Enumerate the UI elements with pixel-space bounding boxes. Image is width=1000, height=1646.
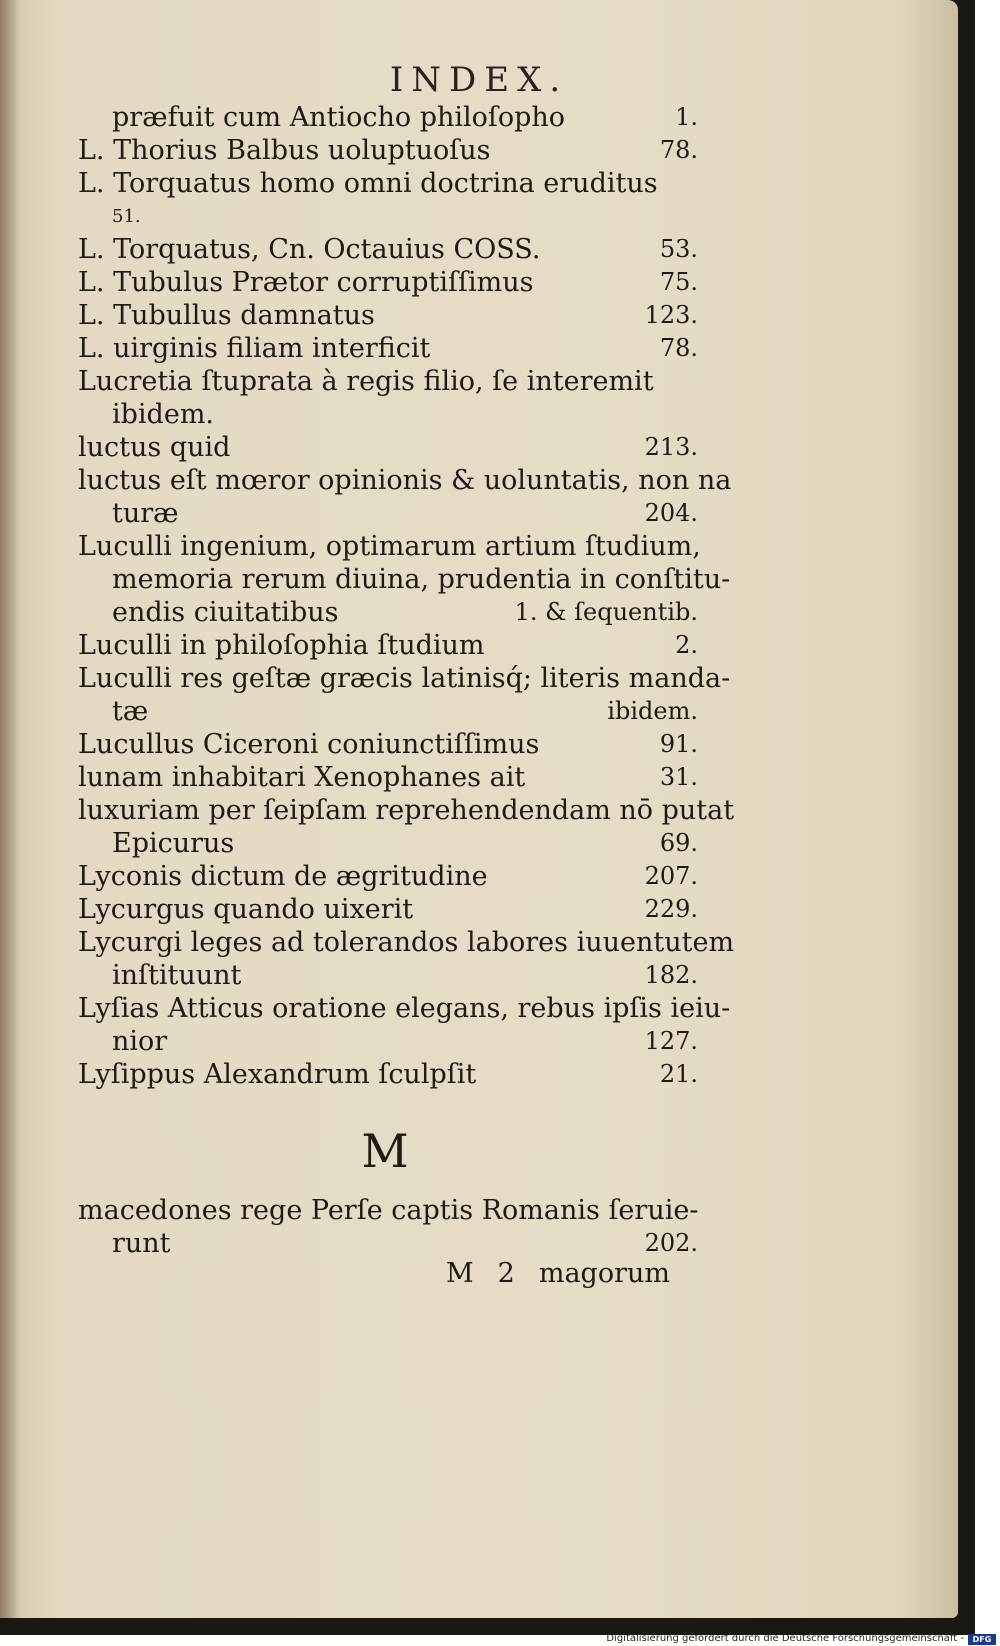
entry-text: Lucretia ſtuprata à regis filio, ſe interemit — [78, 366, 654, 397]
entry-page: 75. — [659, 268, 698, 296]
entry-page: 1. & ſequentib. — [514, 598, 698, 626]
index-entry — [78, 926, 735, 959]
entry-text: Lyſias Atticus oratione elegans, rebus ipſis ieiu- — [78, 993, 731, 1024]
index-entry — [78, 761, 698, 794]
index-entry — [78, 1058, 698, 1091]
index-entry — [78, 827, 698, 860]
entry-text: Lycurgus quando uixerit — [78, 894, 414, 925]
entry-text: Lycurgi leges ad tolerandos labores iuuentutem — [78, 927, 735, 958]
index-entry — [78, 563, 731, 596]
entry-text: præfuit cum Antiocho philoſopho — [112, 102, 566, 133]
entry-text: luctus eſt mœror opinionis & uoluntatis, non na — [78, 465, 732, 496]
index-entry — [78, 1194, 698, 1227]
entry-page: 31. — [659, 763, 698, 791]
entry-text: Epicurus — [112, 828, 235, 859]
footer-credit: Digitalisierung gefördert durch die Deutsche Forschungsgemeinschaft - — [606, 1633, 964, 1644]
entry-text: Lyconis dictum de ægritudine — [78, 861, 488, 892]
entry-text: L. Tubullus damnatus — [78, 300, 375, 331]
entry-text: turæ — [112, 498, 179, 529]
index-entries-l — [78, 101, 735, 1091]
entry-page: 21. — [659, 1060, 698, 1088]
index-entry — [78, 101, 698, 134]
entry-text: L. Tubulus Prætor corruptiſſimus — [78, 267, 534, 298]
section-heading-m: M — [361, 1124, 409, 1178]
entry-text: Lyſippus Alexandrum ſculpſit — [78, 1059, 477, 1090]
entry-page: 127. — [644, 1027, 698, 1055]
index-entry — [78, 398, 698, 431]
index-entries-m — [78, 1194, 698, 1260]
index-entry — [78, 596, 698, 629]
index-entry — [78, 629, 698, 662]
entry-text: ibidem. — [112, 399, 215, 430]
entry-text: L. uirginis filiam interficit — [78, 333, 431, 364]
entry-text: Luculli res geſtæ græcis latinisq́; literis manda- — [78, 663, 731, 694]
index-entry — [78, 431, 698, 464]
index-entry — [78, 530, 701, 563]
index-entry — [78, 992, 731, 1025]
index-entry — [78, 1025, 698, 1058]
entry-text: L. Thorius Balbus uoluptuoſus — [78, 135, 491, 166]
index-entry — [78, 134, 698, 167]
signature-number: 2 — [497, 1258, 515, 1289]
entry-text: macedones rege Perſe captis Romanis ſeruie- — [78, 1195, 699, 1226]
entry-text: Luculli in philoſophia ſtudium — [78, 630, 485, 661]
entry-page: 78. — [659, 136, 698, 164]
index-entry — [78, 167, 698, 200]
entry-text: 51. — [112, 206, 141, 227]
index-entry — [78, 893, 698, 926]
entry-text: runt — [112, 1228, 171, 1259]
index-entry — [78, 860, 698, 893]
digitization-footer — [0, 1633, 1000, 1646]
index-entry — [78, 299, 698, 332]
index-entry — [78, 332, 698, 365]
index-entry — [78, 464, 732, 497]
entry-text: endis ciuitatibus — [112, 597, 339, 628]
entry-text: memoria rerum diuina, prudentia in conſtitu- — [112, 564, 731, 595]
entry-page: 1. — [675, 103, 698, 131]
index-entry — [78, 794, 735, 827]
entry-page: ibidem. — [607, 697, 698, 725]
index-entry — [78, 1227, 698, 1260]
entry-page: 213. — [644, 433, 698, 461]
dfg-logo-icon: DFG — [968, 1634, 996, 1645]
entry-page: 2. — [675, 631, 698, 659]
index-entry — [78, 233, 698, 266]
catchword-line — [446, 1258, 698, 1289]
index-entry — [78, 728, 698, 761]
catchword: magorum — [538, 1258, 670, 1289]
entry-text: tæ — [112, 696, 149, 727]
entry-page: 91. — [659, 730, 698, 758]
entry-text: Lucullus Ciceroni coniunctiſſimus — [78, 729, 540, 760]
index-entry — [78, 662, 731, 695]
index-entry — [78, 959, 698, 992]
page-title: INDEX. — [389, 60, 569, 100]
entry-page: 182. — [644, 961, 698, 989]
index-entry — [78, 695, 698, 728]
entry-page: 78. — [659, 334, 698, 362]
index-entry — [78, 497, 698, 530]
entry-text: nior — [112, 1026, 168, 1057]
entry-page: 202. — [644, 1229, 698, 1257]
entry-text: inſtituunt — [112, 960, 242, 991]
entry-page: 207. — [644, 862, 698, 890]
entry-text: L. Torquatus, Cn. Octauius COSS. — [78, 234, 541, 265]
entry-text: luctus quid — [78, 432, 231, 463]
entry-page: 69. — [659, 829, 698, 857]
entry-page: 123. — [644, 301, 698, 329]
entry-text: Luculli ingenium, optimarum artium ſtudium, — [78, 531, 701, 562]
entry-text: lunam inhabitari Xenophanes ait — [78, 762, 526, 793]
signature-mark: M — [446, 1258, 474, 1289]
index-entry — [78, 200, 698, 233]
entry-text: luxuriam per ſeipſam reprehendendam nō putat — [78, 795, 735, 826]
entry-page: 53. — [659, 235, 698, 263]
entry-page: 229. — [644, 895, 698, 923]
entry-page: 204. — [644, 499, 698, 527]
gutter-shadow — [0, 0, 22, 1618]
index-entry — [78, 266, 698, 299]
index-entry — [78, 365, 698, 398]
entry-text: L. Torquatus homo omni doctrina eruditus — [78, 168, 658, 199]
